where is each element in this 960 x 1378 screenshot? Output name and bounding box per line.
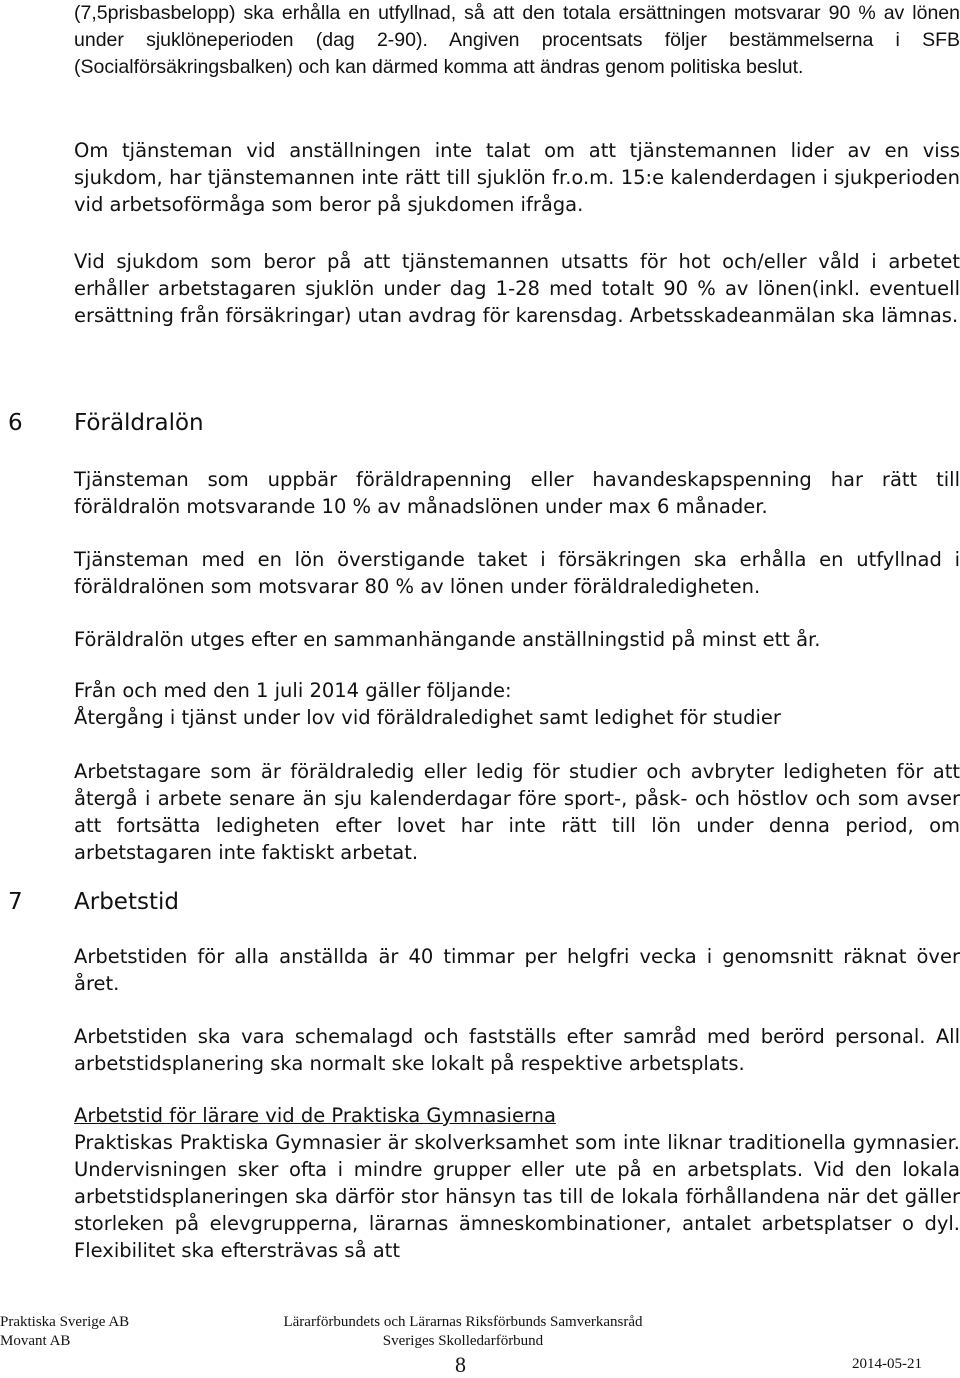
section-6-number: 6 [8, 410, 23, 436]
section-6-paragraph-5: Arbetstagare som är föräldraledig eller ledig för studier och avbryter ledigheten för att återgå i arbete senare än sju kalenderdagar före sport-, påsk- och höstlov och som avser att fortsätta ledigheten efter lovet har inte rätt till lön under denna period, om arbetstagaren inte faktiskt arbetat. [74, 760, 960, 864]
section-6-notice [74, 677, 960, 731]
intro-paragraph-3: Vid sjukdom som beror på att tjänstemannen utsatts för hot och/eller våld i arbetet erhåller arbetstagaren sjuklön under dag 1-28 med totalt 90 % av lönen(inkl. eventuell ersättning från försäkringar) utan avdrag för karensdag. Arbetsskadeanmälan ska lämnas. [74, 250, 960, 327]
footer-company-1: Praktiska Sverige AB [0, 1314, 130, 1330]
section-6-heading: Föräldralön [74, 410, 204, 436]
section-7-number: 7 [8, 889, 23, 915]
notice-intro-line: Från och med den 1 juli 2014 gäller följande: [74, 679, 512, 702]
footer-org-1: Lärarförbundets och Lärarnas Riksförbunds Samverkansråd [283, 1314, 643, 1330]
footer-org-2: Sveriges Skolledarförbund [382, 1333, 544, 1349]
section-6-paragraph-3: Föräldralön utges efter en sammanhängande anställningstid på minst ett år. [74, 628, 821, 651]
section-6-paragraph-1: Tjänsteman som uppbär föräldrapenning eller havandeskapspenning har rätt till föräldralön motsvarande 10 % av månadslönen under max 6 månader. [74, 468, 960, 518]
footer-date: 2014-05-21 [852, 1356, 922, 1372]
footer-center [268, 1313, 658, 1351]
intro-paragraph-1: (7,5prisbasbelopp) ska erhålla en utfyllnad, så att den totala ersättningen motsvarar 90 % av lönen under sjuklöneperioden (dag 2-90). Angiven procentsats följer bestämmelserna i SFB (Socialförsäkringsbalken) och kan därmed komma att ändras genom politiska beslut. [74, 2, 960, 78]
section-7-paragraph-1: Arbetstiden för alla anställda är 40 timmar per helgfri vecka i genomsnitt räknat över året. [74, 945, 960, 995]
footer-company-2: Movant AB [0, 1333, 71, 1349]
section-7-subsection [74, 1102, 960, 1264]
section-6-paragraph-2: Tjänsteman med en lön överstigande taket i försäkringen ska erhålla en utfyllnad i föräldralönen som motsvarar 80 % av lönen under föräldraledigheten. [74, 548, 960, 598]
intro-paragraph-2: Om tjänsteman vid anställningen inte talat om att tjänstemannen lider av en viss sjukdom, har tjänstemannen inte rätt till sjuklön fr.o.m. 15:e kalenderdagen i sjukperioden vid arbetsoförmåga som beror på sjukdomen ifråga. [74, 139, 960, 216]
section-7-heading: Arbetstid [74, 889, 179, 915]
page-number: 8 [455, 1352, 466, 1377]
section-7-paragraph-2: Arbetstiden ska vara schemalagd och fastställs efter samråd med berörd personal. All arbetstidsplanering ska normalt ske lokalt på respektive arbetsplats. [74, 1025, 960, 1075]
subsection-heading: Arbetstid för lärare vid de Praktiska Gymnasierna [74, 1104, 556, 1127]
footer-left [0, 1313, 129, 1351]
section-7-paragraph-3: Praktiskas Praktiska Gymnasier är skolverksamhet som inte liknar traditionella gymnasier. Undervisningen sker ofta i mindre grupper eller ute på en arbetsplats. Vid den lokala arbetstidsplaneringen ska därför stor hänsyn tas till de lokala förhållandena när det gäller storleken på elevgrupperna, lärarnas ämneskombinationer, antalet arbetsplatser o dyl. Flexibilitet ska eftersträvas så att [74, 1131, 960, 1262]
notice-title-line: Återgång i tjänst under lov vid föräldraledighet samt ledighet för studier [74, 706, 781, 729]
